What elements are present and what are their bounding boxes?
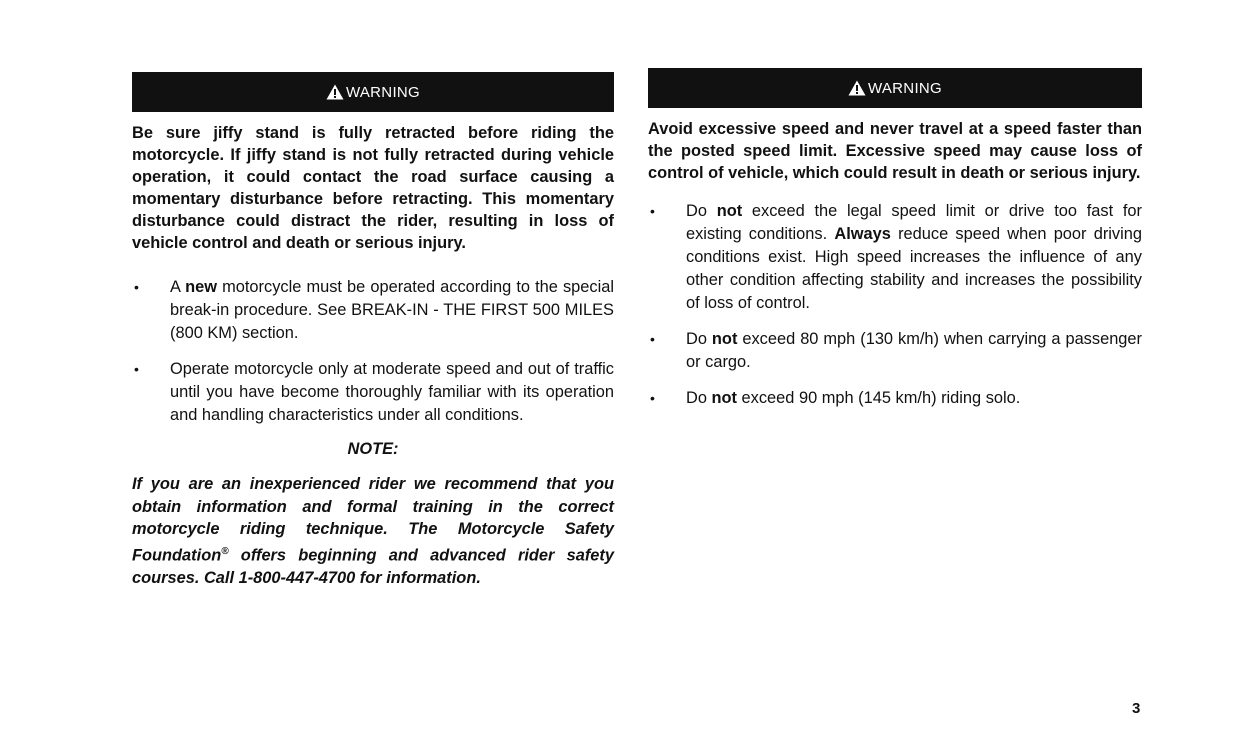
warning-banner-right (648, 68, 1142, 108)
bullet-list-right (648, 200, 1142, 410)
warning-triangle-icon (326, 84, 344, 100)
warning-label: WARNING (345, 83, 421, 101)
list-item: • Do not exceed 90 mph (145 km/h) riding solo. (648, 387, 1142, 410)
warning-text: Be sure jiffy stand is fully retracted before riding the motorcycle. If jiffy stand is not fully retracted during vehicle operation, it could contact the road surface causing a momentary disturbance before retracting. This momentary disturbance could distract the rider, resulting in loss of vehicle control and death or serious injury. (132, 124, 614, 252)
bullet-icon: • (650, 390, 655, 406)
page-number: 3 (1132, 700, 1141, 717)
bullet-icon: • (134, 279, 139, 295)
bullet-icon: • (134, 361, 139, 377)
list-item: • Do not exceed the legal speed limit or drive too fast for existing conditions. Always reduce speed when poor driving conditions exist. High speed increases the influence of any other condition affecting stability and increases the possibility of loss of control. (650, 202, 1142, 312)
left-column (132, 72, 614, 589)
warning-triangle-icon (848, 80, 866, 96)
note-text: If you are an inexperienced rider we recommend that you obtain information and formal training in the correct motorcycle riding technique. The Motorcycle Safety Foundation® offers beginning and advanced rider safety courses. Call 1-800-447-4700 for information. (132, 475, 614, 587)
warning-text: Avoid excessive speed and never travel at a speed faster than the posted speed limit. Excessive speed may cause loss of control of vehicle, which could result in death or serious injury. (648, 120, 1142, 182)
bullet-icon: • (650, 203, 655, 219)
list-item: • Operate motorcycle only at moderate speed and out of traffic until you have become thoroughly familiar with its operation and handling characteristics under all conditions. (134, 360, 614, 424)
note-title: NOTE: (347, 440, 399, 458)
list-item: • A new motorcycle must be operated according to the special break-in procedure. See BREAK-IN - THE FIRST 500 MILES (800 KM) section. (134, 278, 614, 342)
warning-label: WARNING (867, 79, 943, 97)
list-item: • Do not exceed 80 mph (130 km/h) when carrying a passenger or cargo. (650, 330, 1142, 371)
bullet-list-left (132, 276, 614, 427)
warning-banner-left (132, 72, 614, 112)
right-column (648, 68, 1142, 423)
bullet-icon: • (650, 331, 655, 347)
